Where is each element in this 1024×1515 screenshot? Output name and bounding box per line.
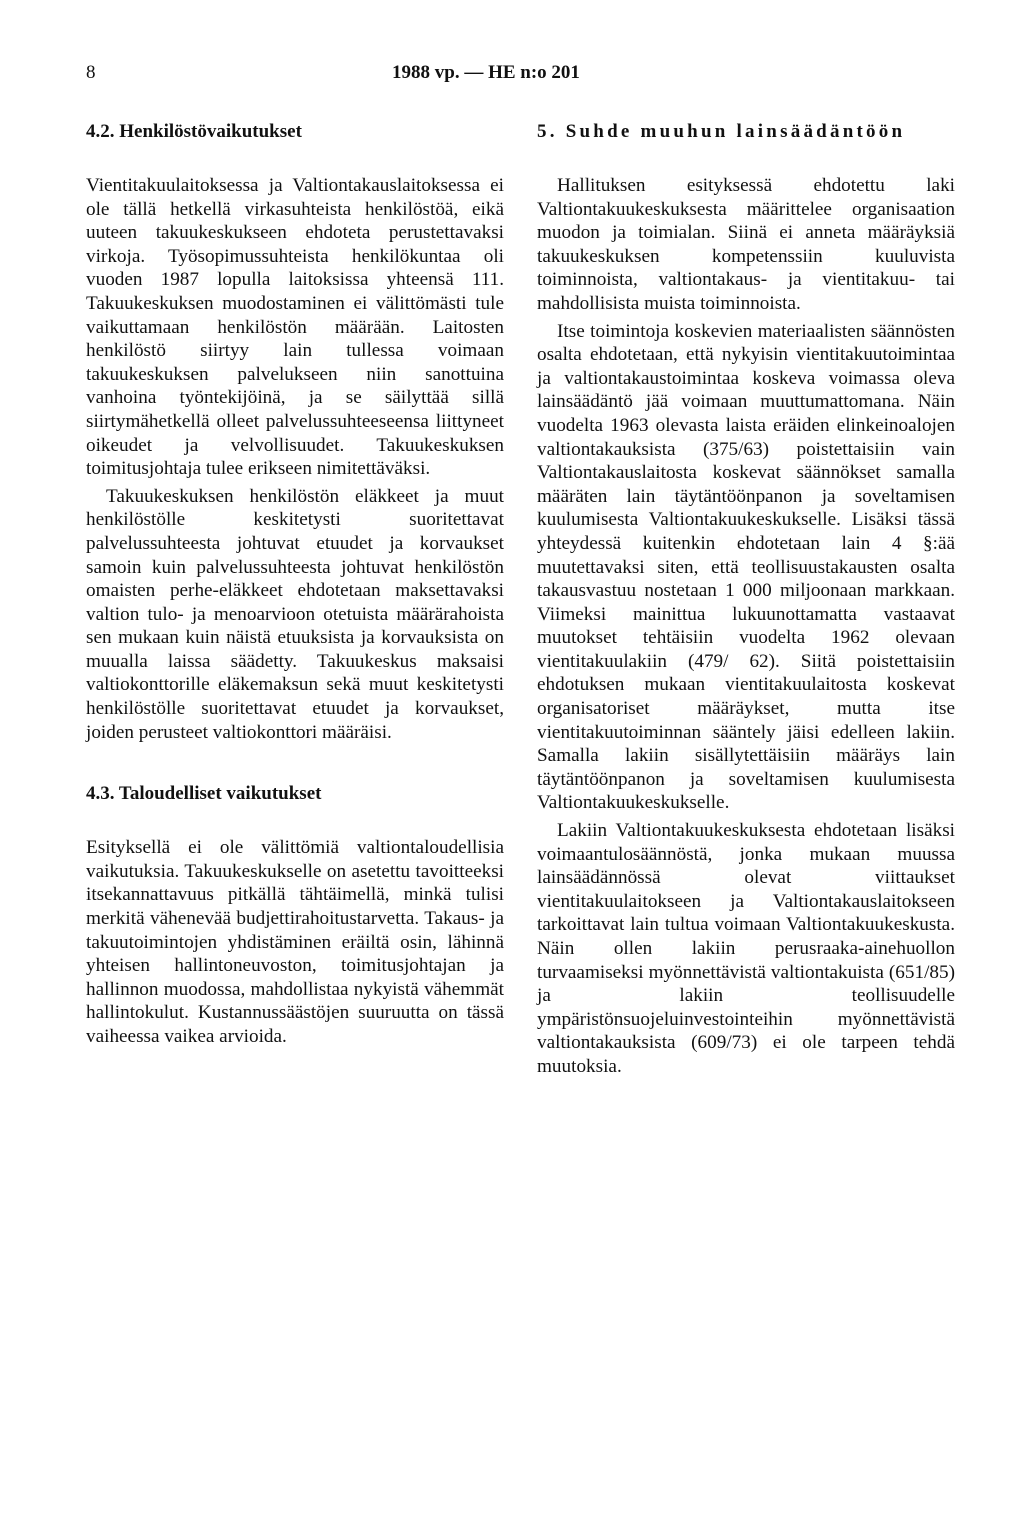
paragraph: Takuukeskuksen henkilöstön eläkkeet ja muut henkilöstölle keskitetysti suoritettavat palvelussuhteesta johtuvat etuudet ja korvaukset samoin kuin palvelussuhteesta johtuvat henkilöstön omaisten perhe-eläkkeet ehdotetaan maksettavaksi valtion tulo- ja menoarvioon otetuista määrärahoista sen mukaan kuin näistä etuuksista ja korvauksista on muualla laissa säädetty. Takuukeskus maksaisi valtiokonttorille eläkemaksun sekä muut keskitetysti henkilöstölle suoritettavat etuudet ja korvaukset, joiden perusteet valtiokonttori määräisi. — [86, 485, 504, 743]
right-column — [537, 120, 955, 1079]
page-number: 8 — [86, 62, 96, 83]
paragraph: Vientitakuulaitoksessa ja Valtiontakauslaitoksessa ei ole tällä hetkellä virkasuhteista henkilöstöä, eikä uuteen takuukeskukseen ehdoteta perustettavaksi virkoja. Työsopimussuhteista henkilökuntaa oli vuoden 1987 lopulla laitoksissa yhteensä 111. Takuukeskuksen muodostaminen ei välittömästi tule vaikuttamaan henkilöstön määrään. Laitosten henkilöstö siirtyy lain tullessa voimaan takuukeskuksen palvelukseen niin sanottuina vanhoina työntekijöinä, ja se säilyttää sillä siirtymähetkellä olleet palvelussuhteeseensa liittyneet oikeudet ja velvollisuudet. Takuukeskuksen toimitusjohtaja tulee erikseen nimitettäväksi. — [86, 175, 504, 480]
page-header — [86, 62, 986, 90]
section-heading-4-3: 4.3. Taloudelliset vaikutukset — [86, 783, 322, 805]
section-heading-4-2: 4.2. Henkilöstövaikutukset — [86, 121, 302, 142]
paragraph: Esityksellä ei ole välittömiä valtiontaloudellisia vaikutuksia. Takuukeskukselle on asetettu tavoitteeksi itsekannattavuus pitkällä tähtäimellä, minkä tulisi merkitä vähenevää budjettirahoitustarvetta. Takaus- ja takuutoimintojen yhdistäminen eräiltä osin, lähinnä yhteisen hallintoneuvoston, toimitusjohtajan ja hallinnon muodossa, mahdollistaa nykyistä vähemmät hallintokulut. Kustannussäästöjen suuruutta on tässä vaiheessa vaikea arvioida. — [86, 837, 504, 1047]
paragraph: Lakiin Valtiontakuukeskuksesta ehdotetaan lisäksi voimaantulosäännöstä, jonka mukaan muussa lainsäädännössä olevat viittaukset vientitakuulaitokseen ja Valtiontakauslaitokseen tarkoittavat lain tultua voimaan Valtiontakuukeskusta. Näin ollen lakiin perusraaka-ainehuollon turvaamiseksi myönnettävistä valtiontakuista (651/85) ja lakiin teollisuudelle ympäristönsuojeluinvestointeihin myönnettävistä valtiontakauksista (609/73) ei ole tarpeen tehdä muutoksia. — [537, 820, 955, 1077]
paragraph: Hallituksen esityksessä ehdotettu laki Valtiontakuukeskuksesta määrittelee organisaation muodon ja toimialan. Siinä ei anneta määräyksiä takuukeskuksen kompetenssiin kuuluvista toiminnoista, valtiontakaus- ja vientitakuu- tai mahdollisista muista toiminnoista. — [537, 175, 955, 314]
left-column — [86, 120, 504, 1049]
paragraph: Itse toimintoja koskevien materiaalisten säännösten osalta ehdotetaan, että nykyisin vientitakuutoimintaa ja valtiontakaustoimintaa koskeva voimassa oleva lainsäädäntö jää voimaan muuttumattomana. Näin vuodelta 1963 olevasta laista eräiden elinkeinoalojen valtiontakauksista (375/63) poistettaisiin vain Valtiontakauslaitosta koskevat säännökset samalla määräten lain täytäntöönpanon ja soveltamisen kuulumisesta Valtiontakuukeskukselle. Lisäksi tässä yhteydessä kuitenkin ehdotetaan lain 4 §:ää muutettavaksi siten, että teollisuustakausten osalta takausvastuu nostetaan 1 000 miljoonaan markkaan. Viimeksi mainittua lukuunottamatta vastaavat muutokset tehtäisiin vuodelta 1962 olevaan vientitakuulakiin (479/ 62). Siitä poistettaisiin ehdotuksen mukaan vientitakuulaitosta koskevat organisatoriset määräykset, mutta itse vientitakuutoiminnan sääntely jäisi edelleen lakiin. Samalla lakiin sisällytettäisiin määräys lain täytäntöönpanon ja soveltamisen kuulumisesta Valtiontakuukeskukselle. — [537, 320, 955, 814]
section-heading-5: 5. Suhde muuhun lainsäädäntöön — [537, 121, 906, 142]
running-head: 1988 vp. — HE n:o 201 — [392, 62, 580, 83]
